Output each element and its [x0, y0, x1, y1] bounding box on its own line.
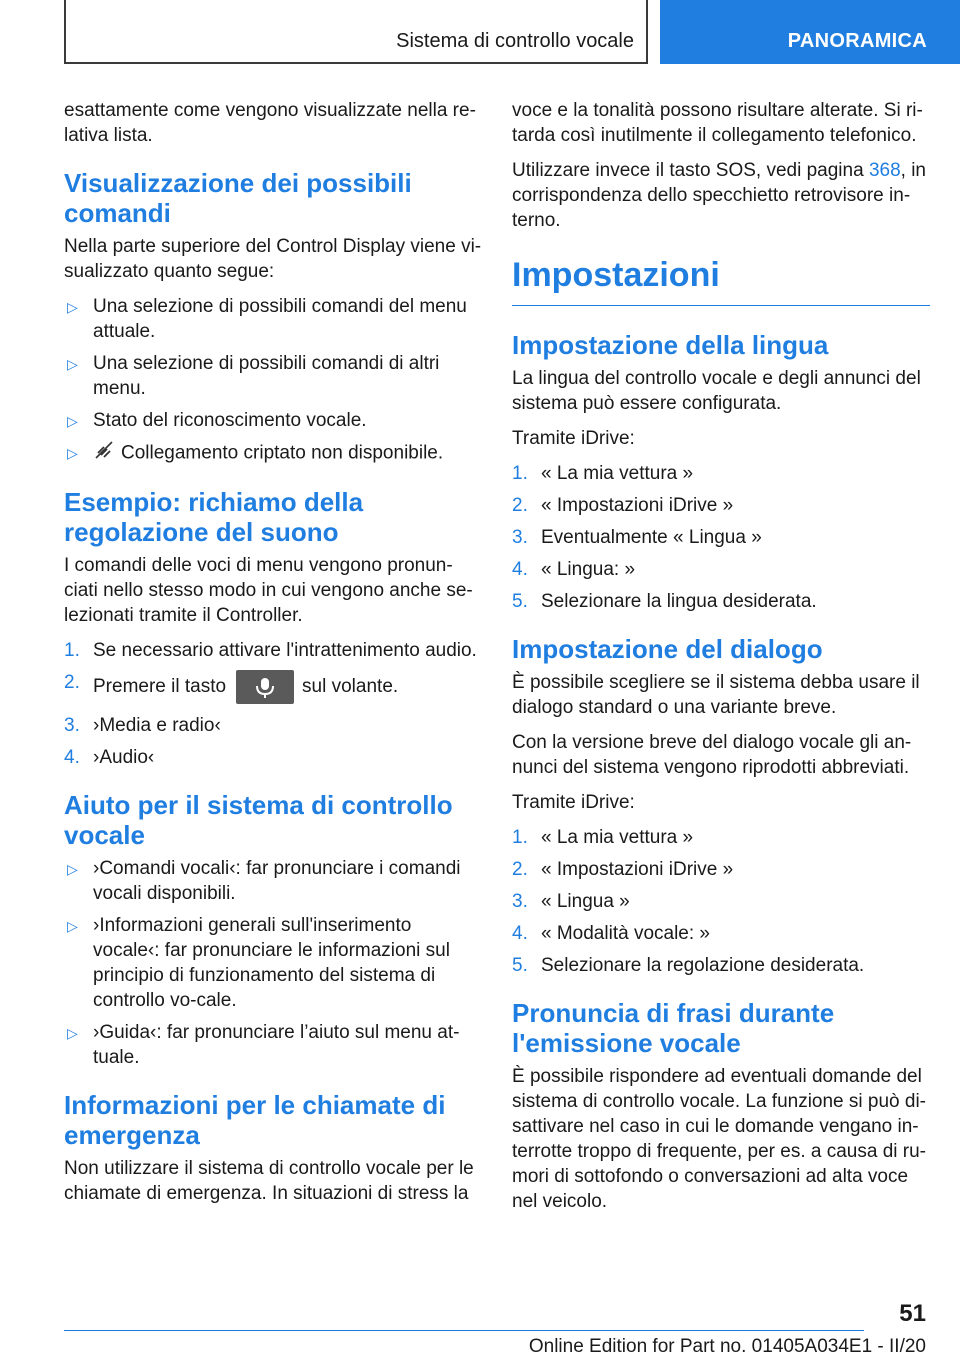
paragraph: voce e la tonalità possono risultare alterate. Si ri-tarda così inutilmente il collegamento telefonico.: [512, 100, 923, 146]
list-item: 3. ›Media e radio‹: [64, 715, 221, 736]
paragraph: Con la versione breve del dialogo vocale gli an-nunci del sistema vengono riprodotti abbreviati.: [512, 732, 912, 778]
edition-footer: Online Edition for Part no. 01405A034E1 - II/20: [528, 1336, 926, 1357]
list-item: 5. Selezionare la regolazione desiderata.: [512, 955, 865, 976]
list-item: 3. Eventualmente « Lingua »: [512, 527, 762, 548]
page-link[interactable]: 368: [868, 160, 901, 181]
paragraph: È possibile rispondere ad eventuali domande del sistema di controllo vocale. La funzione si può di-sattivare nel caso in cui le domande vengano in-terrotte troppo di frequente, per es. a causa di ru-mori di sottofondo o conversazioni ad alta voce nel veicolo.: [512, 1066, 927, 1212]
page-number: 51: [899, 1300, 926, 1327]
list-item: 2. « Impostazioni iDrive »: [512, 495, 734, 516]
section-title: Sistema di controllo vocale: [396, 30, 634, 52]
bullet-list: [64, 856, 482, 1070]
triangle-bullet-icon: ▷: [67, 1025, 78, 1041]
triangle-bullet-icon: ▷: [67, 299, 78, 315]
left-column: [64, 98, 482, 1216]
heading-language: Impostazione della lingua: [512, 330, 829, 360]
list-item: ▷ Una selezione di possibili comandi del menu attuale.: [67, 296, 467, 342]
numbered-list: [512, 461, 930, 614]
triangle-bullet-icon: ▷: [67, 445, 78, 461]
heading-emergency: Informazioni per le chiamate di emergenza: [64, 1090, 446, 1150]
list-item: 4. ›Audio‹: [64, 747, 155, 768]
heading-sound-example: Esempio: richiamo della regolazione del suono: [64, 487, 364, 547]
triangle-bullet-icon: ▷: [67, 918, 78, 934]
paragraph: Nella parte superiore del Control Display viene vi-sualizzato quanto segue:: [64, 236, 482, 282]
paragraph: Non utilizzare il sistema di controllo vocale per le chiamate di emergenza. In situazioni di stress la: [64, 1158, 474, 1204]
list-item: ▷ ›Comandi vocali‹: far pronunciare i comandi vocali disponibili.: [67, 858, 461, 904]
numbered-list: [512, 825, 930, 978]
intro-text: esattamente come vengono visualizzate nella re-lativa lista.: [64, 100, 476, 146]
list-item: 1. Se necessario attivare l'intrattenimento audio.: [64, 640, 477, 661]
bullet-list: [64, 294, 482, 467]
voice-command-button: [236, 670, 294, 704]
paragraph: Tramite iDrive:: [512, 428, 635, 449]
list-item: 1. « La mia vettura »: [512, 463, 694, 484]
list-item: ▷ ›Informazioni generali sull'inserimento vocale‹: far pronunciare le informazioni sul principio di funzionamento del sistema di controllo vo-cale.: [67, 915, 450, 1011]
numbered-list: [64, 638, 482, 770]
right-column: [512, 98, 930, 1224]
list-item: 5. Selezionare la lingua desiderata.: [512, 591, 817, 612]
list-item: ▷ ›Guida‹: far pronunciare l’aiuto sul menu at-tuale.: [67, 1022, 460, 1068]
heading-dialog: Impostazione del dialogo: [512, 634, 823, 664]
footer-divider: [64, 1330, 864, 1331]
paragraph: La lingua del controllo vocale e degli annunci del sistema può essere configurata.: [512, 368, 921, 414]
paragraph: Tramite iDrive:: [512, 792, 635, 813]
list-item: 2. « Impostazioni iDrive »: [512, 859, 734, 880]
list-item: ▷ Collegamento criptato non disponibile.: [64, 440, 482, 467]
heading-voice-help: Aiuto per il sistema di controllo vocale: [64, 790, 453, 850]
list-item: 3. « Lingua »: [512, 891, 630, 912]
triangle-bullet-icon: ▷: [67, 413, 78, 429]
triangle-bullet-icon: ▷: [67, 861, 78, 877]
unencrypted-connection-icon: [93, 440, 115, 467]
list-item: ▷ Una selezione di possibili comandi di altri menu.: [67, 353, 440, 399]
list-item: 1. « La mia vettura »: [512, 827, 694, 848]
triangle-bullet-icon: ▷: [67, 356, 78, 372]
chapter-tab[interactable]: [660, 0, 960, 64]
paragraph: I comandi delle voci di menu vengono pronun-ciati nello stesso modo in cui vengono anche se-lezionati tramite il Controller.: [64, 555, 473, 626]
heading-possible-commands: Visualizzazione dei possibili comandi: [64, 168, 412, 228]
list-item: 4. « Modalità vocale: »: [512, 923, 710, 944]
heading-barge-in: Pronuncia di frasi durante l'emissione vocale: [512, 998, 835, 1058]
heading-settings: Impostazioni: [512, 255, 930, 306]
list-item: 4. « Lingua: »: [512, 559, 636, 580]
header-box: [64, 0, 648, 64]
list-item: 2. Premere il tasto sul volante.: [64, 670, 482, 704]
paragraph: Utilizzare invece il tasto SOS, vedi pagina 368, in corrispondenza dello specchietto retrovisore in-terno.: [512, 160, 927, 231]
paragraph: È possibile scegliere se il sistema debba usare il dialogo standard o una variante breve.: [512, 672, 920, 718]
list-item: ▷ Stato del riconoscimento vocale.: [64, 408, 482, 433]
chapter-tab-label: PANORAMICA: [787, 30, 927, 52]
